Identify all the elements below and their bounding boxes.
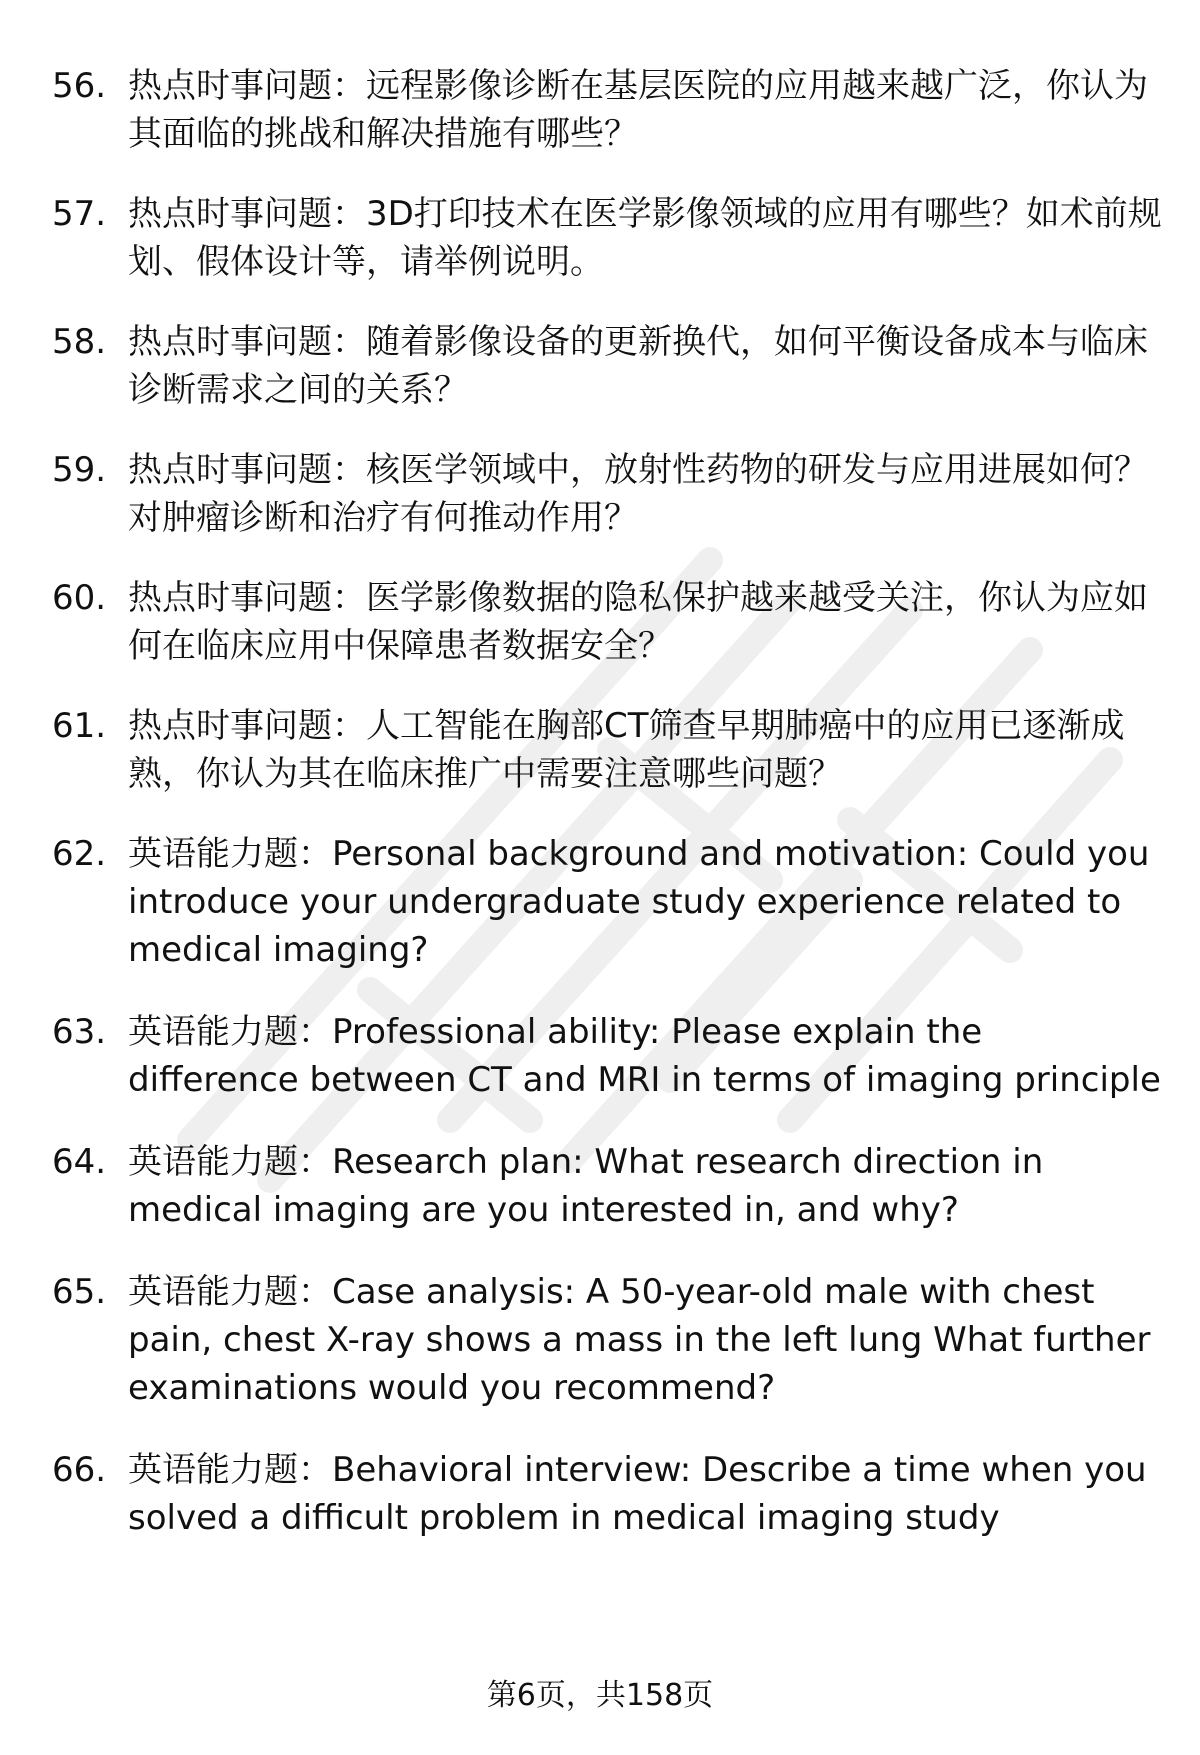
question-item xyxy=(52,1268,1162,1412)
question-number: 60. xyxy=(52,578,107,618)
question-text: 热点时事问题：医学影像数据的隐私保护越来越受关注，你认为应如何在临床应用中保障患者数据安全？ xyxy=(128,578,1148,666)
question-text: 热点时事问题：随着影像设备的更新换代，如何平衡设备成本与临床诊断需求之间的关系？ xyxy=(128,322,1148,410)
question-item xyxy=(52,446,1162,542)
question-text: 英语能力题：Personal background and motivation: Could you introduce your undergraduate study experience related to medical imaging? xyxy=(128,834,1150,970)
question-number: 65. xyxy=(52,1272,107,1312)
question-text: 热点时事问题：人工智能在胸部CT筛查早期肺癌中的应用已逐渐成熟，你认为其在临床推广中需要注意哪些问题？ xyxy=(128,706,1125,794)
question-text: 英语能力题：Case analysis: A 50-year-old male with chest pain, chest X-ray shows a mass in the left lung What further examinations would you recommend? xyxy=(128,1272,1151,1408)
question-number: 63. xyxy=(52,1012,107,1052)
question-number: 66. xyxy=(52,1450,107,1490)
question-item xyxy=(52,830,1162,974)
question-number: 59. xyxy=(52,450,107,490)
question-number: 58. xyxy=(52,322,107,362)
question-number: 57. xyxy=(52,194,107,234)
question-item xyxy=(52,62,1162,158)
question-item xyxy=(52,1138,1162,1234)
question-item xyxy=(52,190,1162,286)
question-number: 62. xyxy=(52,834,107,874)
question-text: 热点时事问题：3D打印技术在医学影像领域的应用有哪些？如术前规划、假体设计等，请举例说明。 xyxy=(128,194,1162,282)
question-text: 英语能力题：Research plan: What research direction in medical imaging are you interested in, and why? xyxy=(128,1142,1044,1230)
question-item xyxy=(52,318,1162,414)
question-text: 热点时事问题：远程影像诊断在基层医院的应用越来越广泛，你认为其面临的挑战和解决措施有哪些？ xyxy=(128,66,1148,154)
question-number: 61. xyxy=(52,706,107,746)
question-item xyxy=(52,1446,1162,1542)
question-list xyxy=(52,62,1162,1576)
question-text: 英语能力题：Professional ability: Please explain the difference between CT and MRI in terms of imaging principle xyxy=(128,1012,1161,1100)
question-item xyxy=(52,574,1162,670)
question-number: 56. xyxy=(52,66,107,106)
question-item xyxy=(52,1008,1162,1104)
page-indicator: 第6页，共158页 xyxy=(486,1678,714,1713)
question-item xyxy=(52,702,1162,798)
question-number: 64. xyxy=(52,1142,107,1182)
question-text: 热点时事问题：核医学领域中，放射性药物的研发与应用进展如何？对肿瘤诊断和治疗有何推动作用？ xyxy=(128,450,1148,538)
question-text: 英语能力题：Behavioral interview: Describe a time when you solved a difficult problem in medical imaging study xyxy=(128,1450,1147,1538)
